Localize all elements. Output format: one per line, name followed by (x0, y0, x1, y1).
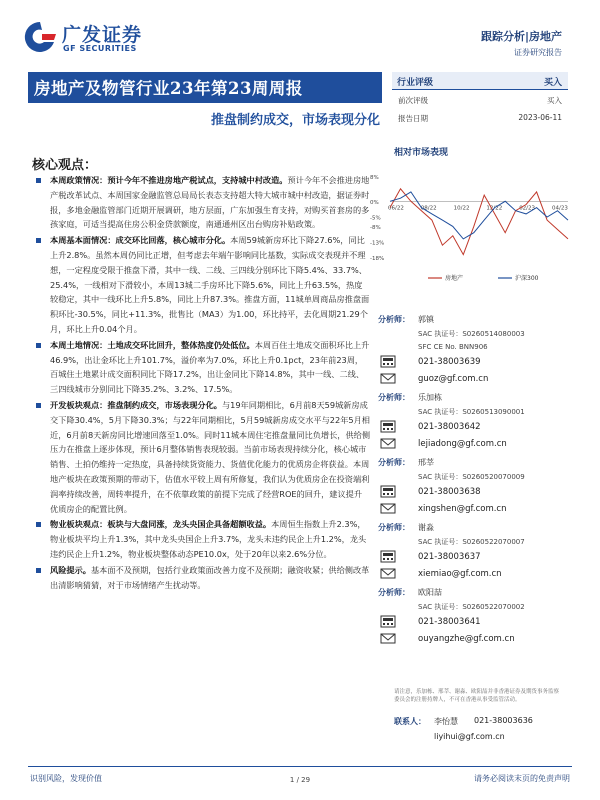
analyst-email-row[interactable] (378, 501, 574, 518)
analyst-email-row[interactable] (378, 436, 574, 453)
analyst-phone-row (378, 549, 574, 566)
report-date-label: 报告日期 (398, 114, 428, 123)
analyst-email-row[interactable] (378, 566, 574, 583)
analyst-label: 分析师： (378, 315, 410, 324)
prev-rating-label: 前次评级 (398, 96, 428, 105)
bullet-policy (30, 173, 370, 232)
rating-label: 行业评级 (397, 78, 434, 88)
analyst-label: 分析师： (378, 393, 410, 402)
series-line (390, 192, 568, 239)
gf-logo-icon (20, 20, 58, 54)
x-tick-label: 06/22 (388, 205, 404, 212)
bullet-lead: 物业板块观点：板块与大盘同涨，龙头央国企具备超额收益。 (50, 519, 272, 530)
analyst-block (378, 585, 574, 648)
x-tick-label: 04/23 (552, 205, 568, 212)
legend-label: 房地产 (445, 275, 464, 282)
analyst-email-row[interactable] (378, 371, 574, 388)
analyst-name-row (378, 585, 574, 601)
y-tick-label: -18% (370, 256, 385, 263)
chart-section-title: 相对市场表现 (394, 148, 449, 158)
bullet-text: 预计今年不会推进房地产税改革试点、本周国家金融监管总局局长表态支持超大特大城市城中村改造，据证券时报，多地金融监管部门近期开展调研，地方层面，广东加强生育支持，对购买首套房的多孩家庭，可适当提高住房公积金贷款额度，南通通州区出台购房补贴政策。 (50, 175, 370, 230)
analyst-sac: SAC 执证号：S0260513090001 (418, 408, 525, 416)
analyst-name-row (378, 390, 574, 406)
bullet-text: 本周恒生指数上升2.3%，物业板块平均上升1.3%，其中龙头央国企上升3.7%，龙头未违约民企上升1.2%，龙头违约民企上升1.2%，物业板块整体动态PE10.0x，处于20年以来2.6%分位。 (50, 519, 367, 559)
core-views-list (30, 173, 370, 593)
bullet-lead: 风险提示。 (50, 564, 91, 575)
contact-phone: 021-38003636 (474, 716, 533, 725)
analyst-email[interactable]: guoz@gf.com.cn (418, 374, 489, 384)
analyst-email[interactable]: xiemiao@gf.com.cn (418, 569, 502, 579)
footer-slogan: 识别风险，发现价值 (30, 774, 102, 783)
analyst-label: 分析师： (378, 588, 410, 597)
y-tick-label: 0% (370, 199, 379, 206)
analyst-sac: SAC 执证号：S0260514080003 (418, 330, 525, 338)
analyst-sfc: SFC CE No. BNN906 (418, 343, 488, 351)
report-series: 证券研究报告 (514, 48, 562, 57)
prev-rating-row (392, 92, 568, 108)
analyst-label: 分析师： (378, 523, 410, 532)
y-tick-label: -5% (370, 215, 381, 222)
analyst-phone-row (378, 419, 574, 436)
bullet-text: 基本面不及预期，包括行业政策面改善力度不及预期；融资收紧；供给侧改革出清影响猜猜，对于市场情绪产生扰动等。 (50, 564, 370, 590)
analyst-name-row (378, 520, 574, 536)
analyst-note: 请注意，乐加栋、邢莘、谢淼、欧阳喆并非香港证券及期货事务监察委员会的注册持牌人，不可在香港从事受监管活动。 (394, 689, 560, 703)
rating-value: 买入 (543, 78, 562, 88)
series-line (390, 189, 568, 255)
bullet-square-icon (36, 522, 41, 527)
analyst-phone: 021-38003638 (418, 487, 481, 497)
bullet-text: 与19年同期相比，6月前8天59城新房成交下降30.4%，5月下降30.3%；与22年同期相比，5月59城新房成交水平与22年5月相近，6月前8天新房同比增速回落至1.0%。同时11城本周住宅推盘量同比负增长，供给侧压力在推盘上逐步体现，预计6月整体销售表现较弱。当前市场表现持续分化，核心城市销售、土拍仍维持一定热度，具备持续货资能力、货值优化能力的优质房企将获益。本周地产板块在政策预期的带动下，估值水平较上周有所修复，我们认为优质房企在投资端利润率持续改善，周转率提升，在不依靠政策的前提下完成了经营ROE的回升，建议提升优质房企的配置比例。 (50, 399, 371, 514)
analyst-sac: SAC 执证号：S0260522070002 (418, 603, 525, 611)
bullet-risk (30, 563, 370, 593)
contact-name: 李怡慧 (434, 717, 458, 726)
analyst-sac: SAC 执证号：S0260522070007 (418, 538, 525, 546)
logo-text-cn: 广发证券 (62, 24, 143, 46)
legend-label: 沪深300 (515, 275, 539, 282)
bullet-square-icon (36, 568, 41, 573)
analyst-name: 欧阳喆 (418, 588, 442, 597)
report-title: 房地产及物管行业23年第23周周报 (34, 79, 303, 98)
report-subtitle: 推盘制约成交，市场表现分化 (210, 113, 380, 128)
footer-disclaimer-link[interactable]: 请务必阅读末页的免责声明 (474, 774, 570, 783)
analyst-block (378, 520, 574, 583)
relative-performance-chart (368, 162, 572, 290)
analyst-list (378, 312, 574, 650)
contact-label: 联系人： (394, 717, 426, 726)
bullet-square-icon (36, 238, 41, 243)
analyst-name: 乐加栋 (418, 393, 442, 402)
bullet-developer (30, 398, 370, 516)
analyst-phone: 021-38003637 (418, 552, 481, 562)
x-tick-label: 02/23 (519, 205, 536, 212)
logo-text-en: GF SECURITIES (63, 44, 137, 53)
analyst-block (378, 390, 574, 453)
report-date-row (392, 110, 568, 126)
bullet-lead: 本周基本面情况：成交环比回落，核心城市分化。 (50, 235, 231, 246)
analyst-phone: 021-38003641 (418, 617, 481, 627)
analyst-email[interactable]: xingshen@gf.com.cn (418, 504, 507, 514)
bullet-square-icon (36, 343, 41, 348)
analyst-name: 邢莘 (418, 458, 434, 467)
analyst-phone-row (378, 484, 574, 501)
prev-rating-value: 买入 (547, 96, 562, 105)
report-kind: 跟踪分析|房地产 (480, 30, 562, 43)
x-tick-label: 12/22 (486, 205, 503, 212)
analyst-sac: SAC 执证号：S0260520070009 (418, 473, 525, 481)
report-date-value: 2023-06-11 (518, 113, 562, 122)
analyst-block (378, 455, 574, 518)
bullet-fundamentals (30, 233, 370, 337)
analyst-label: 分析师： (378, 458, 410, 467)
analyst-email-row[interactable] (378, 631, 574, 648)
footer-divider (28, 766, 572, 767)
analyst-phone-row (378, 354, 574, 371)
analyst-email[interactable]: lejiadong@gf.com.cn (418, 439, 507, 449)
analyst-name-row (378, 455, 574, 471)
core-views-title: 核心观点： (32, 158, 98, 173)
bullet-lead: 本周土地情况：土地成交环比回升，整体热度仍处低位。 (50, 339, 255, 350)
rating-header (392, 72, 568, 90)
analyst-name: 谢淼 (418, 523, 434, 532)
bullet-text: 本周百住土地成交面积环比上升46.9%，出让金环比上升101.7%，溢价率为7.0%，环比上升0.1pct，23年前23周，百城住土地累计成交面积同比下降17.2%，出让金同比下降14.8%，其中一线、二线、三四线城市分别同比下降35.2%、3.2%、17.5%。 (50, 339, 370, 395)
bullet-lead: 本周政策情况：预计今年不推进房地产税试点，支持城中村改造。 (50, 175, 288, 185)
x-tick-label: 08/22 (420, 205, 437, 212)
y-tick-label: 8% (370, 174, 379, 181)
bullet-property-mgmt (30, 517, 370, 561)
analyst-phone: 021-38003639 (418, 357, 481, 367)
bullet-land (30, 338, 370, 397)
page-number: 1 / 29 (289, 776, 311, 784)
bullet-lead: 开发板块观点：推盘制约成交，市场表现分化。 (50, 399, 222, 410)
bullet-square-icon (36, 178, 41, 183)
analyst-block (378, 312, 574, 388)
x-tick-label: 10/22 (453, 205, 470, 212)
y-tick-label: -8% (370, 224, 381, 231)
analyst-name: 郭镇 (418, 315, 434, 324)
contact-email[interactable]: liyihui@gf.com.cn (434, 732, 505, 741)
bullet-square-icon (36, 403, 41, 408)
bullet-text: 本周59城新房环比下降27.6%，同比上升2.8%。虽然本周仍同比正增，但考虑去年端午影响同比基数，实际成交表现并不理想，一定程度受限于推盘下滑，其中一线、二线、三四线分别环比下降5.4%、33.7%、25.4%，一线相对下滑较小，本周13城二手房环比下降5.6%，同比上升63.5%，热度较稳定，其中一线环比上升5.8%，同比上升87.3%。推盘方面，11城单周商品房推盘面积环比-30.5%，同比+11.3%，批售比（MA3）为1.00，环比持平，去化周期21.29个月，环比上升0.04个月。 (50, 235, 370, 334)
analyst-email[interactable]: ouyangzhe@gf.com.cn (418, 634, 515, 644)
company-logo (20, 20, 170, 54)
y-tick-label: -13% (370, 240, 385, 247)
analyst-name-row (378, 312, 574, 328)
analyst-phone: 021-38003642 (418, 422, 481, 432)
analyst-phone-row (378, 614, 574, 631)
